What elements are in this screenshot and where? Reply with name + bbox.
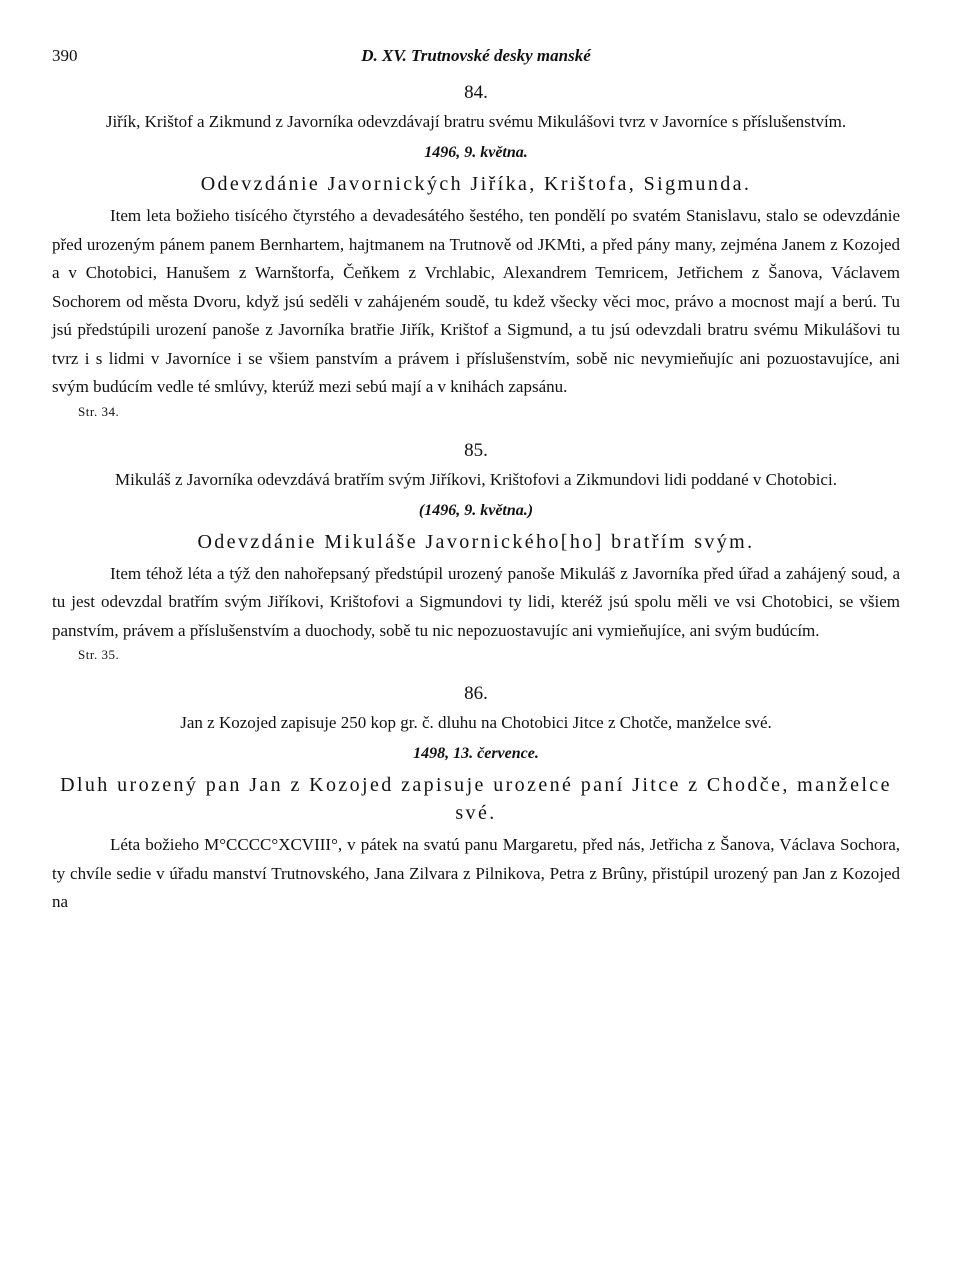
entry-page-reference: Str. 34. [78, 403, 120, 419]
entry-84 [52, 82, 900, 420]
running-title: D. XV. Trutnovské desky manské [361, 46, 591, 65]
entry-page-reference: Str. 35. [78, 647, 120, 662]
entry-summary: Jan z Kozojed zapisuje 250 kop gr. č. dluhu na Chotobici Jitce z Chotče, manželce své. [180, 713, 772, 732]
entry-heading: Odevzdánie Javornických Jiříka, Krištofa, Sigmunda. [200, 173, 752, 195]
entry-number: 86. [464, 683, 488, 704]
entry-body: Item leta božieho tisícého čtyrstého a devadesátého šestého, ten pondělí po svatém Stanislavu, stalo se odevzdánie před urozeným pánem panem Bernhartem, hajtmanem na Trutnově od JKMti, a před pány many, zejména Janem z Kozojed a v Chotobici, Hanušem z Warnštorfa, Čeňkem z Vrchlabic, Alexandrem Temricem, Jetřichem z Šanova, Václavem Sochorem od města Dvoru, když jsú seděli v zahájeném soudě, tu kdež všecky věci moc, právo a mocnost mají a berú. Tu jsú předstúpili urození panoše z Javorníka bratřie Jiřík, Krištof a Sigmund, a tu jsú odevzdali bratru svému Mikulášovi tu tvrz i s lidmi v Javorníce i se všiem panstvím a právem i příslušenstvím, sobě nic nevymieňujíc ani pozuostavujíce, ani svým budúcím vedle té smlúvy, kterúž mezi sebú mají a v knihách zapsánu. [52, 206, 900, 396]
running-header [52, 40, 900, 76]
page-number: 390 [52, 46, 78, 65]
entry-summary: Jiřík, Krištof a Zikmund z Javorníka odevzdávají bratru svému Mikulášovi tvrz v Javorníce s příslušenstvím. [105, 112, 847, 131]
entry-date: (1496, 9. května.) [418, 501, 534, 519]
book-page [52, 40, 900, 917]
entry-body: Léta božieho M°CCCC°XCVIII°, v pátek na svatú panu Margaretu, před nás, Jetřicha z Šanova, Václava Sochora, ty chvíle sedie v úřadu manství Trutnovského, Jana Zilvara z Pilnikova, Petra z Brûny, přistúpil urozený pan Jan z Kozojed na [52, 835, 900, 911]
entry-date: 1498, 13. července. [413, 745, 539, 762]
entry-number: 84. [464, 82, 488, 103]
entry-heading: Dluh urozený pan Jan z Kozojed zapisuje urozené paní Jitce z Chodče, manželce své. [60, 774, 892, 824]
entry-date: 1496, 9. května. [424, 144, 528, 161]
entry-86 [52, 683, 900, 917]
entry-body: Item téhož léta a týž den nahořepsaný předstúpil urozený panoše Mikuláš z Javorníka před úřad a zahájený soud, a tu jest odevzdal bratřím svým Jiříkovi, Krištofovi a Sigmundovi ty lidi, kteréž jsú spolu měli ve vsi Chotobici, se všiem panstvím, právem a příslušenstvím a duochody, sobě tu nic nepozuostavujíc ani vymieňujíce, ani svým budúcím. [52, 563, 900, 640]
entry-heading: Odevzdánie Mikuláše Javornického[ho] bratřím svým. [197, 530, 755, 553]
entry-85 [52, 440, 900, 664]
entry-number: 85. [464, 439, 488, 461]
entry-summary: Mikuláš z Javorníka odevzdává bratřím svým Jiříkovi, Krištofovi a Zikmundovi lidi poddané v Chotobici. [115, 469, 837, 489]
